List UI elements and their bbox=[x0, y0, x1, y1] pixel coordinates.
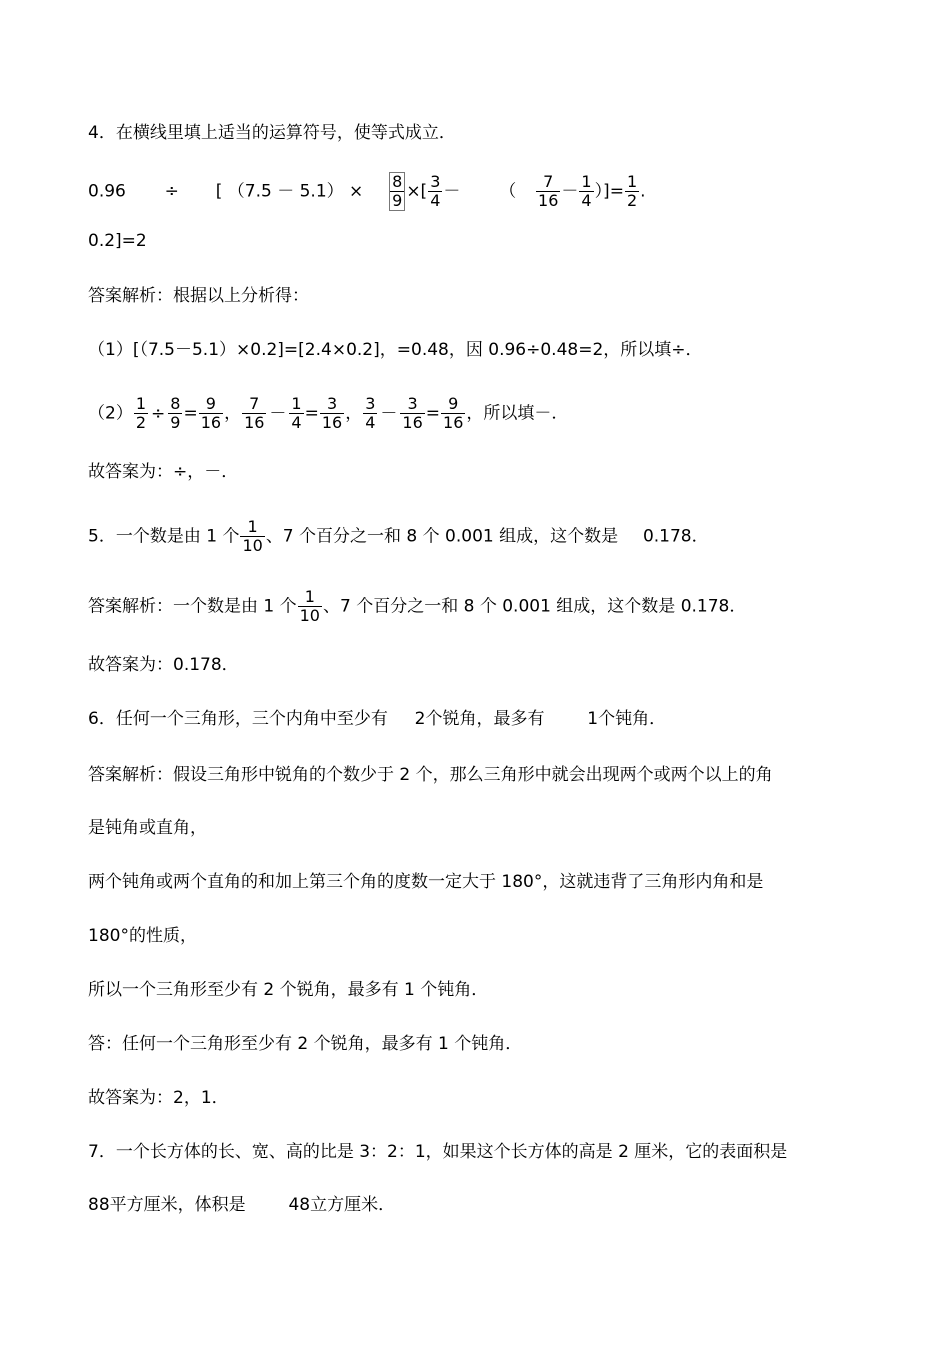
q6-answer-fill-1: 2个锐角，最多有 bbox=[414, 709, 545, 729]
q4-eq1-bracket: [ （7.5 － 5.1） × bbox=[215, 181, 364, 202]
q6-title bbox=[88, 707, 666, 731]
q4-equations bbox=[88, 172, 646, 211]
q7-line2 bbox=[88, 1193, 395, 1217]
s2-fraction: $\frac{1}{2}$ bbox=[135, 394, 147, 432]
q4-eq2-fraction-8-9: $\frac{8}{9}$ bbox=[389, 172, 405, 211]
s2-operator: － bbox=[380, 403, 398, 424]
q4-eq2-fraction-1-4: $\frac{1}{4}$ bbox=[581, 172, 592, 210]
s2-operator: = bbox=[183, 403, 198, 424]
q5-analysis-b: 、7 个百分之一和 8 个 0.001 组成，这个数是 0.178． bbox=[322, 596, 747, 617]
q6-answer: 故答案为：2，1． bbox=[88, 1088, 229, 1108]
q4-eq2-close: ）]= bbox=[594, 181, 624, 202]
q5-title-b: 、7 个百分之一和 8 个 0.001 组成，这个数是 bbox=[265, 526, 619, 547]
q6-title-a: 6．任何一个三角形，三个内角中至少有 bbox=[88, 709, 388, 729]
q4-answer: 故答案为：÷，－． bbox=[88, 462, 239, 482]
q4-eq1-end: 0.2]=2 bbox=[88, 231, 147, 251]
s2-comma: ， bbox=[224, 403, 242, 424]
s2-operator: = bbox=[304, 403, 319, 424]
s2-fraction: $\frac{7}{16}$ bbox=[244, 394, 265, 432]
q5-title-a: 5．一个数是由 1 个 bbox=[88, 526, 240, 547]
q4-eq2-paren: （ bbox=[499, 181, 517, 202]
q5-answer: 故答案为：0.178． bbox=[88, 655, 239, 675]
s2-fraction: $\frac{8}{9}$ bbox=[170, 394, 181, 432]
q4-eq2-period: . bbox=[640, 181, 646, 202]
s2-fraction: $\frac{9}{16}$ bbox=[443, 394, 464, 432]
q6-analysis-4: 180°的性质， bbox=[88, 926, 197, 946]
q4-eq2-times: ×[ bbox=[406, 181, 428, 202]
q5-answer-fill: 0.178． bbox=[642, 526, 709, 547]
s2-operator: = bbox=[425, 403, 441, 424]
q4-step2 bbox=[88, 395, 568, 432]
q5-title bbox=[88, 518, 709, 555]
s2-fraction: $\frac{1}{4}$ bbox=[291, 394, 302, 432]
s2-fraction: $\frac{3}{16}$ bbox=[402, 394, 423, 432]
q6-analysis-1: 答案解析：假设三角形中锐角的个数少于 2 个，那么三角形中就会出现两个或两个以上的角 bbox=[88, 765, 773, 785]
s2-comma: ， bbox=[345, 403, 363, 424]
s2-fraction: $\frac{9}{16}$ bbox=[200, 394, 222, 432]
q5-fraction-1-10: $\frac{1}{10}$ bbox=[242, 517, 263, 555]
q4-eq2-fraction-3-4: $\frac{3}{4}$ bbox=[430, 172, 441, 210]
q5-analysis bbox=[88, 588, 746, 625]
q6-analysis-6: 答：任何一个三角形至少有 2 个锐角，最多有 1 个钝角． bbox=[88, 1034, 523, 1054]
q6-answer-fill-2: 1个钝角． bbox=[587, 709, 667, 729]
s2-operator: ÷ bbox=[151, 403, 166, 424]
q4-eq1-division: ÷ bbox=[164, 181, 179, 202]
q4-eq2-fraction-7-16: $\frac{7}{16}$ bbox=[538, 172, 559, 210]
s2-operator: － bbox=[269, 403, 287, 424]
q6-analysis-2: 是钝角或直角， bbox=[88, 818, 207, 838]
q7-answer-fill: 48立方厘米． bbox=[288, 1195, 396, 1215]
q6-analysis-5: 所以一个三角形至少有 2 个锐角，最多有 1 个钝角． bbox=[88, 980, 489, 1000]
q4-step2-prefix: （2） bbox=[88, 403, 133, 424]
q4-eq2-minus: － bbox=[443, 181, 461, 202]
s2-fraction: $\frac{3}{4}$ bbox=[365, 394, 376, 432]
q4-eq1-start: 0.96 bbox=[88, 181, 126, 202]
q4-eq2-minus2: － bbox=[561, 181, 579, 202]
q5-analysis-a: 答案解析：一个数是由 1 个 bbox=[88, 596, 297, 617]
q4-step2-suffix: ，所以填－． bbox=[466, 403, 569, 424]
q5-analysis-fraction-1-10: $\frac{1}{10}$ bbox=[299, 587, 320, 625]
q6-analysis-3: 两个钝角或两个直角的和加上第三个角的度数一定大于 180°，这就违背了三角形内角和是 bbox=[88, 872, 764, 892]
q4-eq2-fraction-1-2: $\frac{1}{2}$ bbox=[626, 172, 638, 210]
q4-step1: （1）[（7.5－5.1）×0.2]=[2.4×0.2]，=0.48，因 0.96÷0.48=2，所以填÷． bbox=[88, 340, 703, 360]
q4-title: 4．在横线里填上适当的运算符号，使等式成立． bbox=[88, 123, 456, 143]
s2-fraction: $\frac{3}{16}$ bbox=[321, 394, 343, 432]
q4-analysis: 答案解析：根据以上分析得： bbox=[88, 286, 309, 306]
q7-line1: 7．一个长方体的长、宽、高的比是 3：2：1，如果这个长方体的高是 2 厘米，它的表面积是 bbox=[88, 1142, 788, 1162]
q7-line2-a: 88平方厘米，体积是 bbox=[88, 1195, 246, 1215]
